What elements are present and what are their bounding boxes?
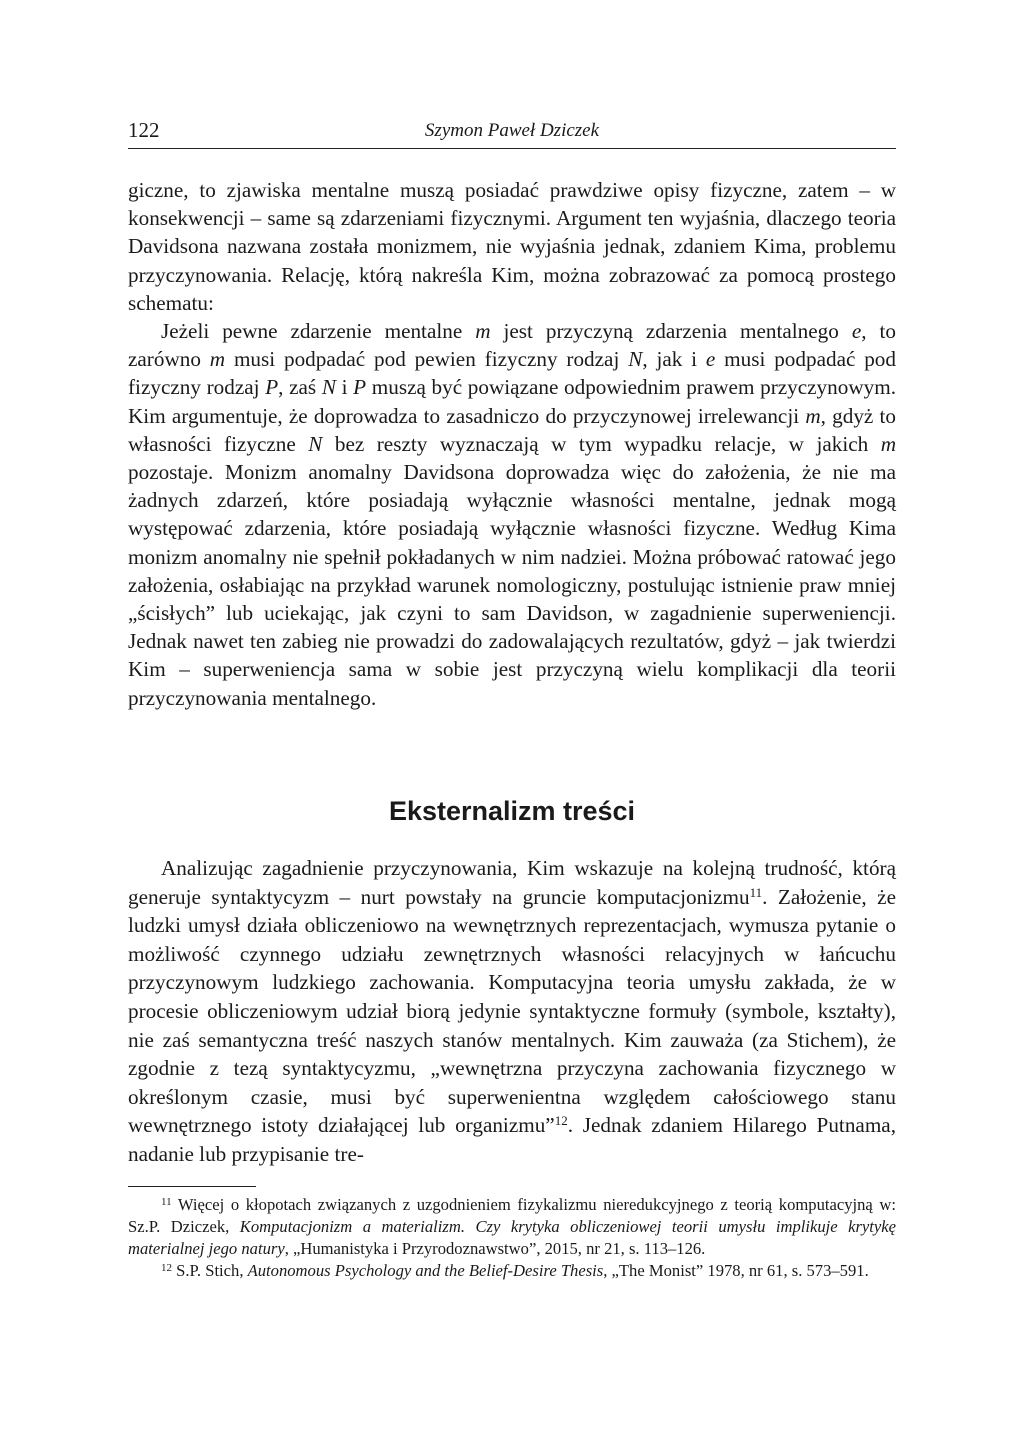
section-heading: Eksternalizm treści [388,796,636,826]
paragraph-schema: Jeżeli pewne zdarzenie mentalne m jest przyczyną zdarzenia mentalnego e, to zarówno m musi podpadać pod pewien fizyczny rodzaj N, jak i e musi podpadać pod fizyczny rodzaj P, zaś N i P muszą być powiązane odpowiednim prawem przyczynowym. Kim argumentuje, że doprowadza to zasadniczo do przyczynowej irrelewancji m, gdyż to własności fizyczne N bez reszty wyznaczają w tym wypadku relacje, w jakich m pozostaje. Monizm anomalny Davidsona doprowadza więc do założenia, że nie ma żadnych zdarzeń, które posiadają wyłącznie własności mentalne, jednak mogą występować zdarzenia, które posiadają wyłącznie własności fizyczne. Według Kima monizm anomalny nie spełnił pokładanych w nim nadziei. Można próbować ratować jego założenia, osłabiając na przykład warunek nomologiczny, postulując istnienie praw mniej „ścisłych” lub uciekając, jak czyni to sam Davidson, w zagadnienie superweniencji. Jednak nawet ten zabieg nie prowadzi do zadowalających rezultatów, gdyż – jak twierdzi Kim – superweniencja sama w sobie jest przyczyną wielu komplikacji dla teorii przyczynowania mentalnego. [128,319,897,710]
footnote-ref-12[interactable]: 12 [554,1113,568,1129]
footnotes [128,1194,896,1282]
paragraph-externalism: Analizując zagadnienie przyczynowania, Kim wskazuje na kolejną trudność, którą generuje syntaktycyzm – nurt powstały na gruncie komputacjonizmu$^{11}$. Założenie, że ludzki umysł działa obliczeniowo na wewnętrznych reprezentacjach, wymusza pytanie o możliwość czynnego udziału zewnętrznych własności relacyjnych w łańcuchu przyczynowym ludzkiego zachowania. Komputacyjna teoria umysłu zakłada, że w procesie obliczeniowym udział biorą jedynie syntaktyczne formuły (symbole, kształty), nie zaś semantyczna treść naszych stanów mentalnych. Kim zauważa (za Stichem), że zgodnie z tezą syntaktycyzmu, „wewnętrzna przyczyna zachowania fizycznego w określonym czasie, musi być superwenientna względem całościowego stanu wewnętrznego istoty działającej lub organizmu”$^{12}$. Jednak zdaniem Hilarego Putnama, nadanie lub przypisanie tre- [128,856,896,1166]
footnote-separator [128,1186,256,1187]
footnote-number: 12 [161,1262,172,1274]
running-title: Szymon Paweł Dziczek [424,120,600,141]
footnote-ref-11[interactable]: 11 [749,884,763,900]
main-text-lower [128,854,896,1169]
main-text-upper [128,176,896,712]
page-number: 122 [128,118,160,142]
footnote-11: $^{11}$ Więcej o kłopotach związanych z uzgodnieniem fizykalizmu nieredukcyjnego z teorią komputacyjną w: Sz.P. Dziczek, Komputacjonizm a materializm. Czy krytyka obliczeniowej teorii umysłu implikuje krytykę materialnej jego natury, „Humanistyka i Przyrodoznawstwo”, 2015, nr 21, s. 113–126. [128,1195,897,1258]
footnote-12: $^{12}$ S.P. Stich, Autonomous Psychology and the Belief-Desire Thesis, „The Monist” 1978, nr 61, s. 573–591. [161,1261,869,1280]
paragraph-continuation: giczne, to zjawiska mentalne muszą posiadać prawdziwe opisy fizyczne, zatem – w konsekwencji – same są zdarzeniami fizycznymi. Argument ten wyjaśnia, dlaczego teoria Davidsona nazwana została monizmem, nie wyjaśnia jednak, zdaniem Kima, problemu przyczynowania. Relację, którą nakreśla Kim, można zobrazować za pomocą prostego schematu: [128,178,896,315]
page-header [128,118,896,149]
footnote-number: 11 [161,1196,172,1208]
